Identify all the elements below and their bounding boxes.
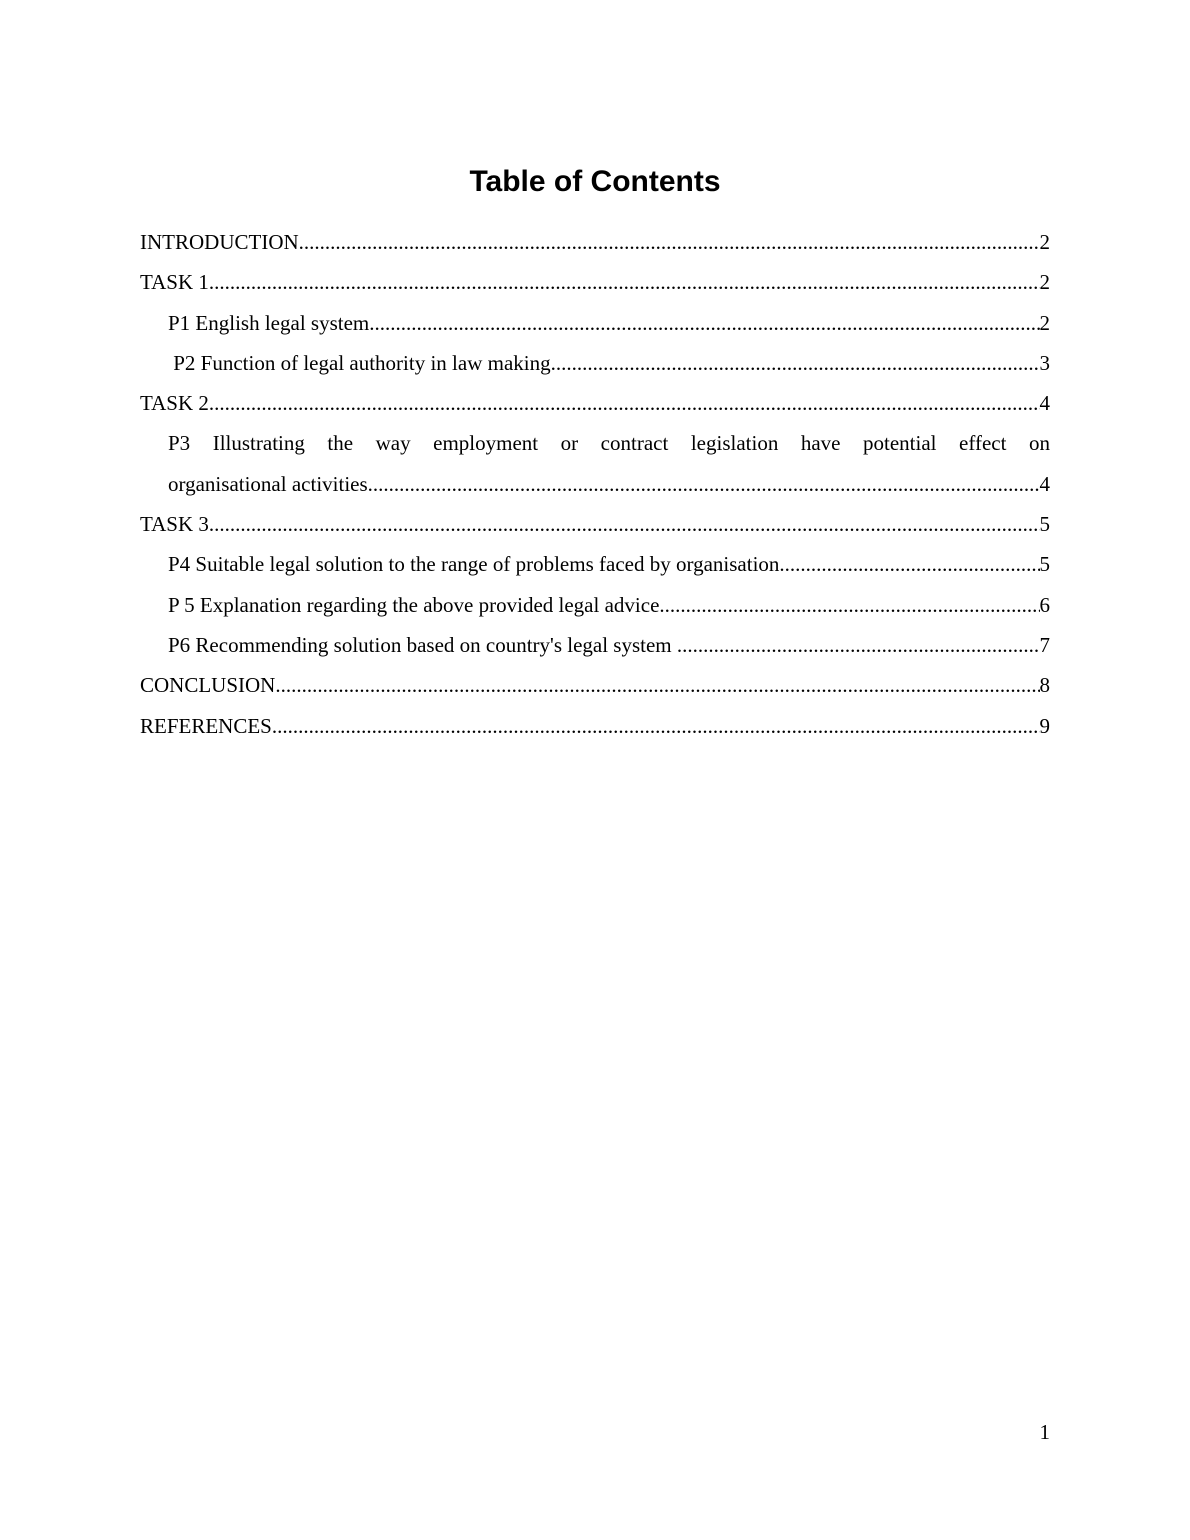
toc-leader-dots bbox=[369, 303, 1039, 343]
toc-entry-label: CONCLUSION bbox=[140, 673, 276, 698]
toc-entry-label: REFERENCES bbox=[140, 713, 272, 738]
page-number: 1 bbox=[1039, 1420, 1050, 1444]
toc-entry-label: P2 Function of legal authority in law making bbox=[168, 350, 551, 375]
toc-entry-page: 2 bbox=[1039, 270, 1050, 295]
toc-entry-p5[interactable] bbox=[140, 585, 1050, 625]
toc-entry-p4[interactable] bbox=[140, 544, 1050, 584]
table-of-contents bbox=[140, 222, 1050, 746]
toc-entry-label-line-2: organisational activities bbox=[168, 471, 368, 496]
toc-leader-dots bbox=[659, 585, 1039, 625]
toc-entry-label: TASK 1 bbox=[140, 270, 209, 295]
toc-leader-dots bbox=[275, 665, 1039, 705]
toc-entry-introduction[interactable] bbox=[140, 222, 1050, 262]
toc-entry-label: P4 Suitable legal solution to the range of problems faced by organisation bbox=[168, 552, 780, 577]
toc-entry-label: P6 Recommending solution based on country's legal system bbox=[168, 632, 677, 657]
toc-entry-references[interactable] bbox=[140, 706, 1050, 746]
toc-entry-page: 5 bbox=[1039, 512, 1050, 537]
toc-entry-label: INTRODUCTION bbox=[140, 230, 299, 254]
toc-entry-conclusion[interactable] bbox=[140, 665, 1050, 705]
toc-entry-label: TASK 3 bbox=[140, 512, 209, 537]
toc-entry-page: 4 bbox=[1039, 391, 1050, 416]
toc-entry-task-1[interactable] bbox=[140, 262, 1050, 302]
toc-entry-label: P 5 Explanation regarding the above provided legal advice bbox=[168, 592, 660, 617]
toc-entry-page: 4 bbox=[1039, 471, 1050, 496]
toc-entry-p1[interactable] bbox=[140, 303, 1050, 343]
toc-leader-dots bbox=[779, 544, 1039, 584]
toc-entry-page: 3 bbox=[1039, 350, 1050, 375]
toc-leader-dots bbox=[209, 262, 1040, 302]
toc-entry-label-line-1: P3 Illustrating the way employment or contract legislation have potential effect on bbox=[168, 431, 1050, 456]
toc-entry-label: P1 English legal system bbox=[168, 310, 370, 335]
toc-entry-page: 2 bbox=[1039, 310, 1050, 335]
toc-leader-dots bbox=[209, 383, 1040, 423]
toc-leader-dots bbox=[209, 504, 1040, 544]
toc-entry-page: 9 bbox=[1039, 713, 1050, 738]
toc-entry-page: 8 bbox=[1039, 673, 1050, 698]
toc-entry-p6[interactable] bbox=[140, 625, 1050, 665]
toc-entry-page: 7 bbox=[1039, 632, 1050, 657]
toc-leader-dots bbox=[368, 464, 1040, 504]
toc-entry-page: 6 bbox=[1039, 592, 1050, 617]
page-title: Table of Contents bbox=[469, 165, 721, 198]
toc-leader-dots bbox=[551, 343, 1040, 383]
toc-leader-dots bbox=[677, 625, 1040, 665]
toc-entry-p2[interactable] bbox=[140, 343, 1050, 383]
toc-entry-p3[interactable] bbox=[140, 423, 1050, 504]
toc-entry-task-2[interactable] bbox=[140, 383, 1050, 423]
toc-entry-label: TASK 2 bbox=[140, 391, 209, 416]
toc-entry-page: 2 bbox=[1039, 230, 1050, 254]
toc-entry-p3-line-2 bbox=[140, 464, 1050, 504]
toc-entry-task-3[interactable] bbox=[140, 504, 1050, 544]
toc-leader-dots bbox=[272, 706, 1040, 746]
toc-leader-dots bbox=[299, 222, 1040, 262]
toc-entry-page: 5 bbox=[1039, 552, 1050, 577]
